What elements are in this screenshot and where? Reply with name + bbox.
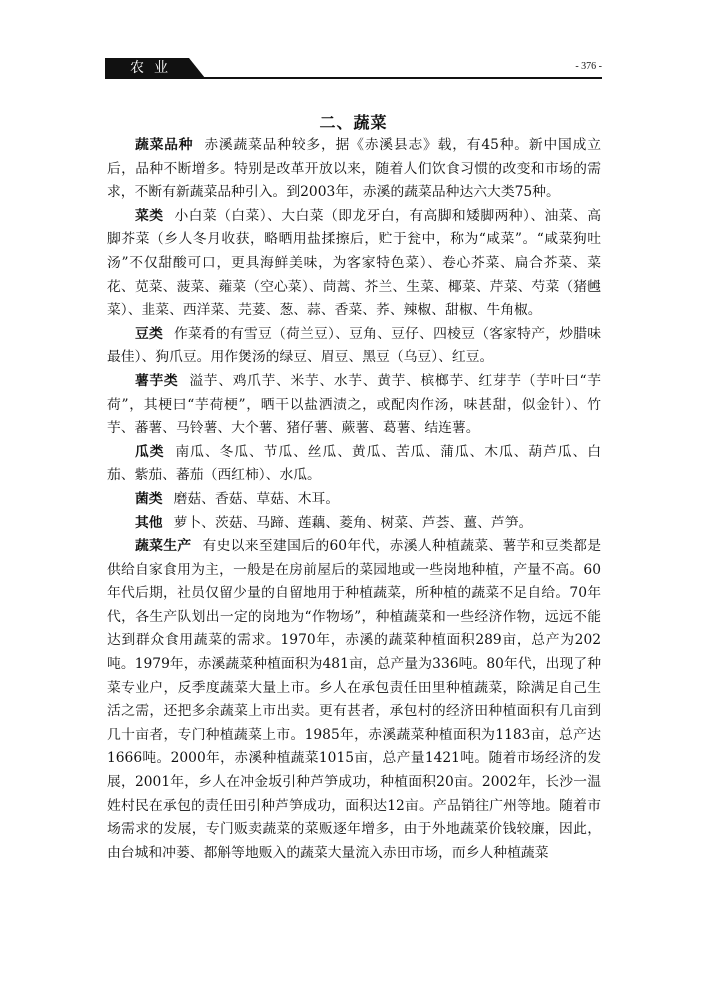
- paragraph-varieties: [107, 134, 601, 205]
- paragraph-text: 磨菇、香菇、草菇、木耳。: [173, 490, 340, 507]
- paragraph-text: 赤溪蔬菜品种较多，据《赤溪县志》载，有45种。新中国成立后，品种不断增多。特别是改革开放以来，随着人们饮食习惯的改变和市场的需求，不断有新蔬菜品种引入。到2003年，赤溪的蔬菜品种达六大类75种。: [107, 137, 601, 201]
- paragraph-heading: 其他: [135, 514, 163, 531]
- page-number: - 376 -: [575, 61, 602, 72]
- paragraph-text: 有史以来至建国后的60年代，赤溪人种植蔬菜、薯芋和豆类都是供给自家食用为主，一般是在房前屋后的菜园地或一些岗地种植，产量不高。60年代后期，社员仅留少量的自留地用于种植蔬菜，所种植的蔬菜不足自给。70年代，各生产队划出一定的岗地为“作物场”，种植蔬菜和一些经济作物，远远不能达到群众食用蔬菜的需求。1970年，赤溪的蔬菜种植面积289亩，总产为202吨。1979年，赤溪蔬菜种植面积为481亩，总产量为336吨。80年代，出现了种菜专业户，反季度蔬菜大量上市。乡人在承包责任田里种植蔬菜，除满足自己生活之需，还把多余蔬菜上市出卖。更有甚者，承包村的经济田种植面积有几亩到几十亩者，专门种植蔬菜上市。1985年，赤溪蔬菜种植面积为1183亩，总产达1666吨。2000年，赤溪种植蔬菜1015亩，总产量1421吨。随着市场经济的发展，2001年，乡人在冲金坂引种芦笋成功，种植面积20亩。2002年，长沙一温姓村民在承包的责任田引种芦笋成功，面积达12亩。产品销往广州等地。随着市场需求的发展，专门贩卖蔬菜的菜贩逐年增多，由于外地蔬菜价钱较廉，因此，由台城和冲蒌、都斛等地贩入的蔬菜大量流入赤田市场，而乡人种植蔬菜: [107, 538, 602, 861]
- paragraph-beans: [107, 323, 601, 370]
- paragraph-heading: 蔬菜生产: [135, 538, 192, 555]
- paragraph-heading: 豆类: [135, 325, 164, 342]
- paragraph-heading: 菜类: [135, 207, 164, 224]
- paragraph-heading: 瓜类: [135, 443, 165, 460]
- paragraph-leafy-vegetables: [107, 205, 601, 323]
- paragraph-text: 小白菜（白菜）、大白菜（即龙牙白，有高脚和矮脚两种）、油菜、高脚芥菜（乡人冬月收获，略晒用盐揉擦后，贮于瓮中，称为“咸菜”。“咸菜狗吐汤”不仅甜酸可口，更具海鲜美味，为客家特色菜）、卷心芥菜、扁合芥菜、菜花、苋菜、菠菜、蕹菜（空心菜）、茼蒿、芥兰、生菜、椰菜、芹菜、芍菜（猪乸菜）、韭菜、西洋菜、芫荽、葱、蒜、香菜、荞、辣椒、甜椒、牛角椒。: [107, 207, 601, 319]
- paragraph-heading: 蔬菜品种: [135, 137, 194, 153]
- paragraph-tubers: [107, 370, 601, 441]
- paragraph-others: [107, 512, 601, 536]
- paragraph-text: 溢芋、鸡爪芋、米芋、水芋、黄芋、槟榔芋、红芽芋（芋叶曰“芋荷”，其梗曰“芋荷梗”，晒干以盐洒渍之，或配肉作汤，味甚甜，似金针）、竹芋、蕃薯、马铃薯、大个薯、猪仔薯、蕨薯、葛薯、结连薯。: [107, 372, 601, 437]
- paragraph-production: [107, 535, 601, 865]
- section-title: 二、蔬菜: [319, 113, 388, 132]
- paragraph-text: 南瓜、冬瓜、节瓜、丝瓜、黄瓜、苦瓜、蒲瓜、木瓜、葫芦瓜、白茄、紫茄、蕃茄（西红柿）、水瓜。: [107, 443, 602, 484]
- header-rule: [105, 77, 602, 79]
- paragraph-heading: 菌类: [135, 490, 163, 507]
- paragraph-gourds: [107, 441, 601, 488]
- section-label: 农业: [130, 60, 178, 76]
- paragraph-text: 萝卜、茨菇、马蹄、莲藕、菱角、树菜、芦荟、薑、芦笋。: [173, 514, 533, 531]
- paragraph-heading: 薯芋类: [135, 372, 179, 389]
- body-text: [107, 134, 601, 865]
- paragraph-fungi: [107, 488, 601, 512]
- running-header: [105, 58, 602, 80]
- paragraph-text: 作菜肴的有雪豆（荷兰豆）、豆角、豆仔、四棱豆（客家特产，炒腊味最佳）、狗爪豆。用作煲汤的绿豆、眉豆、黑豆（乌豆）、红豆。: [107, 325, 601, 366]
